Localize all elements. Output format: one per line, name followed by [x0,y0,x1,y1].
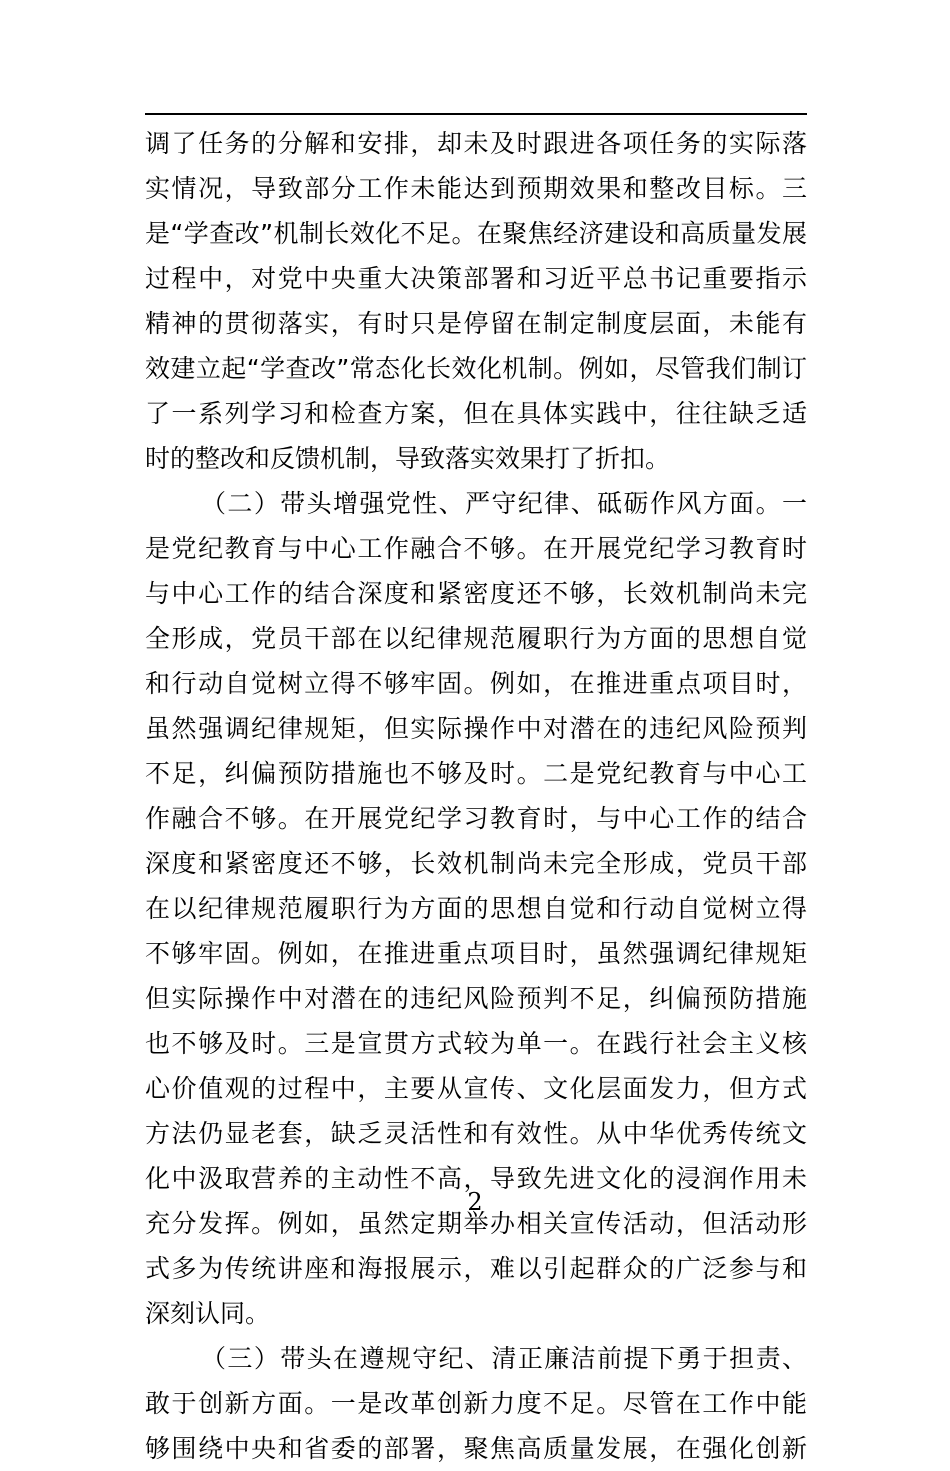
text-line: 了一系列学习和检查方案，但在具体实践中，往往缺乏适 [145,399,807,428]
text-line: 精神的贯彻落实，有时只是停留在制定制度层面，未能有 [145,309,807,338]
text-line: 充分发挥。例如，虽然定期举办相关宣传活动，但活动形 [145,1209,807,1238]
section-heading-line: （二）带头增强党性、严守纪律、砥砺作风方面。一 [201,489,807,518]
page-body [145,121,807,1471]
text-line: 不足，纠偏预防措施也不够及时。二是党纪教育与中心工 [145,759,807,788]
text-line: 心价值观的过程中，主要从宣传、文化层面发力，但方式 [145,1074,807,1103]
text-line: 式多为传统讲座和海报展示，难以引起群众的广泛参与和 [145,1254,807,1283]
text-line: 是党纪教育与中心工作融合不够。在开展党纪学习教育时 [145,534,807,563]
text-line: 效建立起“学查改”常态化长效化机制。例如，尽管我们制订 [145,354,807,383]
text-line: 敢于创新方面。一是改革创新力度不足。尽管在工作中能 [145,1389,807,1418]
text-line: 够围绕中央和省委的部署，聚焦高质量发展，在强化创新 [145,1434,807,1463]
text-line: 方法仍显老套，缺乏灵活性和有效性。从中华优秀传统文 [145,1119,807,1148]
text-line: 时的整改和反馈机制，导致落实效果打了折扣。 [145,444,671,473]
text-line: 是“学查改”机制长效化不足。在聚焦经济建设和高质量发展 [145,219,807,248]
section-heading-line: （三）带头在遵规守纪、清正廉洁前提下勇于担责、 [201,1344,807,1373]
text-line: 全形成，党员干部在以纪律规范履职行为方面的思想自觉 [145,624,807,653]
header-rule [145,113,807,115]
text-line: 过程中，对党中央重大决策部署和习近平总书记重要指示 [145,264,807,293]
text-line: 化中汲取营养的主动性不高，导致先进文化的浸润作用未 [145,1164,807,1193]
text-line: 作融合不够。在开展党纪学习教育时，与中心工作的结合 [145,804,807,833]
text-line: 也不够及时。三是宣贯方式较为单一。在践行社会主义核 [145,1029,807,1058]
text-line: 在以纪律规范履职行为方面的思想自觉和行动自觉树立得 [145,894,807,923]
text-line: 与中心工作的结合深度和紧密度还不够，长效机制尚未完 [145,579,807,608]
text-line: 但实际操作中对潜在的违纪风险预判不足，纠偏预防措施 [145,984,807,1013]
text-line: 深度和紧密度还不够，长效机制尚未完全形成，党员干部 [145,849,807,878]
text-line: 和行动自觉树立得不够牢固。例如，在推进重点项目时， [145,669,807,698]
text-line: 虽然强调纪律规矩，但实际操作中对潜在的违纪风险预判 [145,714,807,743]
text-line: 深刻认同。 [145,1299,271,1328]
page-number: 2 [467,1188,483,1216]
text-line: 调了任务的分解和安排，却未及时跟进各项任务的实际落 [145,129,807,158]
text-line: 不够牢固。例如，在推进重点项目时，虽然强调纪律规矩 [145,939,807,968]
text-line: 实情况，导致部分工作未能达到预期效果和整改目标。三 [145,174,807,203]
